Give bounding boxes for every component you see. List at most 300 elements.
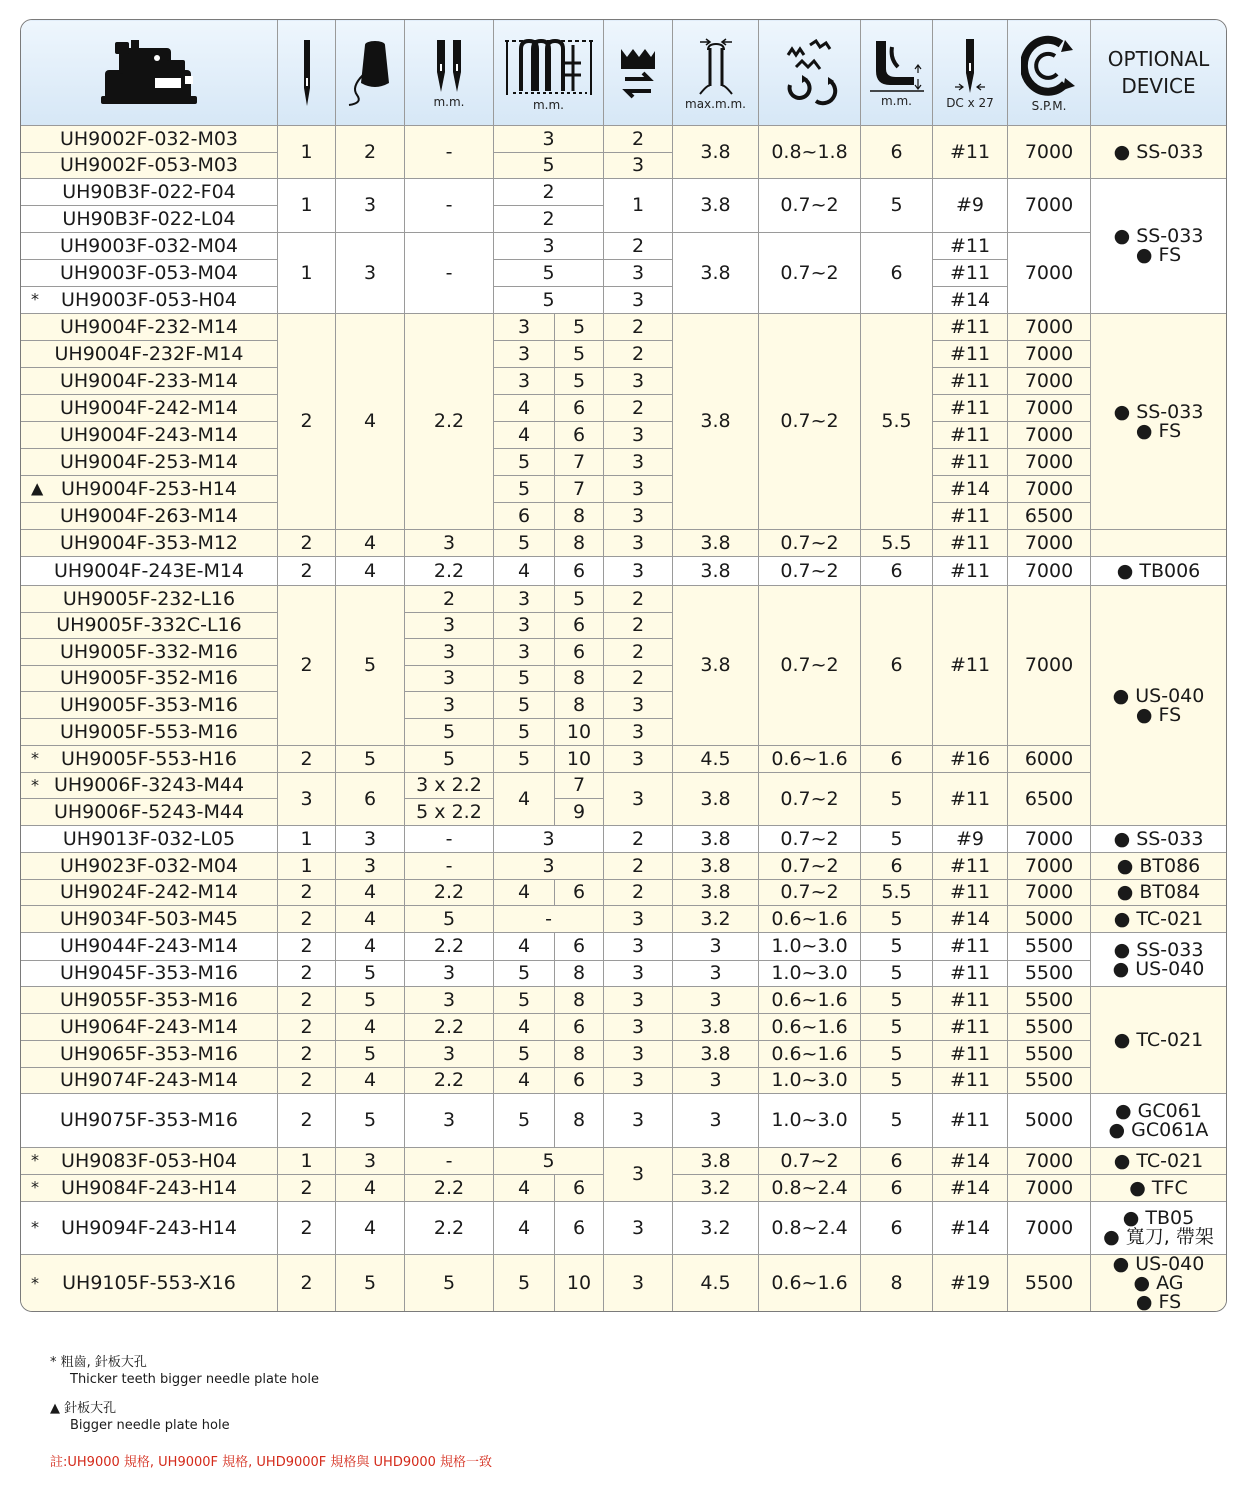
gauge-cell: 2.2 — [405, 1014, 494, 1041]
gauge-cell: - — [405, 233, 494, 314]
model-cell — [21, 799, 278, 826]
stitch-cell: 3.8 — [673, 1041, 759, 1068]
df-cell: 3 — [604, 692, 673, 719]
needle-cell: #11 — [933, 395, 1008, 422]
ratio-cell: 1.0~3.0 — [759, 961, 861, 987]
gauge-cell: 3 — [405, 692, 494, 719]
ow1-cell: 3 — [494, 586, 555, 613]
model-name: UH9005F-232-L16 — [62, 587, 236, 610]
needle-cell: #11 — [933, 853, 1008, 880]
overedge-width-header — [494, 20, 604, 126]
spec-table — [20, 19, 1227, 1312]
df-cell: 3 — [604, 476, 673, 503]
gauge-cell: 3 — [405, 987, 494, 1014]
df-cell: 2 — [604, 126, 673, 153]
optional-device-cell — [1091, 1175, 1227, 1202]
ow1-cell: 3 — [494, 233, 604, 260]
model-cell — [21, 206, 278, 233]
option-item — [1091, 140, 1226, 163]
bullet-icon: ● — [1113, 225, 1137, 247]
option-label: SS-033 — [1136, 225, 1204, 247]
model-cell — [21, 126, 278, 153]
ow1-cell: 5 — [494, 153, 604, 179]
spm-cell: 5000 — [1008, 1094, 1091, 1148]
model-name: UH9105F-553-X16 — [62, 1272, 236, 1294]
model-cell — [21, 287, 278, 314]
threads-cell: 3 — [336, 233, 405, 314]
model-name: UH9004F-253-H14 — [61, 477, 237, 500]
option-item — [1091, 1149, 1226, 1172]
option-label: BT086 — [1139, 854, 1201, 877]
ow2-cell: 6 — [555, 639, 604, 666]
ow1-cell: 5 — [494, 449, 555, 476]
table-row — [21, 586, 1227, 613]
lift-cell: 5 — [861, 906, 933, 933]
threads-cell: 4 — [336, 557, 405, 586]
gauge-cell: 3 — [405, 530, 494, 557]
model-name: UH90B3F-022-L04 — [62, 207, 236, 230]
lift-cell: 5 — [861, 179, 933, 233]
bullet-icon: ● — [1135, 703, 1159, 726]
stitch-cell: 3.8 — [673, 1148, 759, 1175]
table-row — [21, 476, 1227, 503]
optional-device-cell — [1091, 314, 1227, 530]
spm-cell: 7000 — [1008, 880, 1091, 906]
gauge-cell: 5 — [405, 746, 494, 773]
model-cell — [21, 503, 278, 530]
speed-rotation-icon — [1021, 34, 1077, 98]
optional-device-cell — [1091, 1148, 1227, 1175]
option-item — [1091, 703, 1226, 726]
model-name: UH9004F-353-M12 — [59, 531, 239, 554]
model-cell — [21, 933, 278, 961]
table-row — [21, 503, 1227, 530]
option-item — [1091, 1228, 1226, 1247]
option-label: TC-021 — [1136, 1028, 1204, 1051]
df-cell: 3 — [604, 422, 673, 449]
df-cell: 3 — [604, 449, 673, 476]
gauge-cell: 3 x 2.2 — [405, 773, 494, 799]
needle-cell: #14 — [933, 1175, 1008, 1202]
spm-cell: 6000 — [1008, 746, 1091, 773]
needles-cell: 2 — [278, 1094, 336, 1148]
lift-cell: 5.5 — [861, 530, 933, 557]
needle-cell: #11 — [933, 773, 1008, 826]
ow1-cell: 5 — [494, 746, 555, 773]
model-name: UH9003F-032-M04 — [59, 234, 239, 257]
table-row — [21, 179, 1227, 206]
df-cell: 2 — [604, 666, 673, 692]
option-label: AG — [1156, 1272, 1184, 1294]
spm-cell: 5000 — [1008, 906, 1091, 933]
ow2-cell: 6 — [555, 880, 604, 906]
needle-cell: #14 — [933, 1148, 1008, 1175]
df-cell: 3 — [604, 530, 673, 557]
lift-cell: 5 — [861, 987, 933, 1014]
stitch-cell: 3.8 — [673, 530, 759, 557]
model-name: UH9083F-053-H04 — [61, 1149, 237, 1172]
gauge-cell: 2.2 — [405, 557, 494, 586]
needles-cell: 2 — [278, 1068, 336, 1094]
option-item — [1091, 957, 1226, 980]
stitch-cell: 3 — [673, 1094, 759, 1148]
table-row — [21, 126, 1227, 153]
differential-feed-header — [604, 20, 673, 126]
model-name: UH9005F-353-M16 — [59, 693, 239, 716]
lift-cell: 5 — [861, 1041, 933, 1068]
differential-feed-icon — [619, 45, 657, 101]
model-cell — [21, 613, 278, 639]
needle-cell: #11 — [933, 368, 1008, 395]
spm-cell: 7000 — [1008, 179, 1091, 233]
ratio-cell: 0.7~2 — [759, 233, 861, 314]
ow1-cell: 5 — [494, 961, 555, 987]
ow2-cell: 8 — [555, 961, 604, 987]
note-zh-1: 粗齒, 針板大孔 — [60, 1355, 147, 1370]
lift-cell: 5 — [861, 826, 933, 853]
ow1-cell: 4 — [494, 1068, 555, 1094]
ow2-cell: 8 — [555, 503, 604, 530]
ow1-cell: 4 — [494, 395, 555, 422]
stitch-cell: 3.8 — [673, 826, 759, 853]
ratio-cell: 0.6~1.6 — [759, 906, 861, 933]
needles-cell: 2 — [278, 314, 336, 530]
bullet-icon: ● — [1113, 140, 1137, 163]
stitch-cell: 3.2 — [673, 906, 759, 933]
spm-cell: 5500 — [1008, 933, 1091, 961]
table-row — [21, 395, 1227, 422]
note-mark-asterisk: * — [50, 1355, 61, 1370]
model-cell — [21, 233, 278, 260]
ow1-cell: 5 — [494, 719, 555, 746]
needle-cell: #11 — [933, 1068, 1008, 1094]
stitch-cell: 3.8 — [673, 557, 759, 586]
model-name: UH9045F-353-M16 — [59, 962, 239, 984]
stitch-cell: 3.8 — [673, 314, 759, 530]
df-cell: 3 — [604, 961, 673, 987]
df-cell: 3 — [604, 906, 673, 933]
lift-cell: 6 — [861, 1202, 933, 1255]
needles-cell: 2 — [278, 557, 336, 586]
lift-cell: 5 — [861, 773, 933, 826]
df-cell: 3 — [604, 719, 673, 746]
ratio-cell: 1.0~3.0 — [759, 1068, 861, 1094]
needles-cell: 2 — [278, 906, 336, 933]
needle-icon — [300, 38, 314, 108]
df-cell: 3 — [604, 1014, 673, 1041]
optional-device-cell — [1091, 880, 1227, 906]
ow2-cell: 5 — [555, 314, 604, 341]
model-cell — [21, 314, 278, 341]
lift-cell: 6 — [861, 1175, 933, 1202]
spm-cell: 7000 — [1008, 530, 1091, 557]
ow2-cell: 10 — [555, 746, 604, 773]
ow1-cell: 4 — [494, 933, 555, 961]
empty-cell — [1091, 530, 1227, 557]
threads-cell: 3 — [336, 853, 405, 880]
bullet-icon: ● — [1112, 1253, 1136, 1275]
model-cell — [21, 906, 278, 933]
bullet-icon: ● — [1115, 1099, 1138, 1122]
needle-cell: #19 — [933, 1255, 1008, 1313]
df-cell: 3 — [604, 1255, 673, 1313]
spm-cell: 7000 — [1008, 368, 1091, 395]
needle-cell: #11 — [933, 314, 1008, 341]
table-row — [21, 422, 1227, 449]
ow1-cell: 5 — [494, 692, 555, 719]
thread-count-header — [336, 20, 405, 126]
table-row — [21, 233, 1227, 260]
bullet-icon: ● — [1133, 1272, 1157, 1294]
spm-cell: 5500 — [1008, 1041, 1091, 1068]
stitch-cell: 3.8 — [673, 1014, 759, 1041]
table-row — [21, 826, 1227, 853]
optional-device-title-2: DEVICE — [1121, 73, 1196, 98]
lift-cell: 8 — [861, 1255, 933, 1313]
model-mark: * — [31, 1273, 39, 1293]
ow2-cell: 6 — [555, 1068, 604, 1094]
needle-cell: #11 — [933, 449, 1008, 476]
option-label: FS — [1158, 419, 1182, 442]
lift-cell: 6 — [861, 853, 933, 880]
bullet-icon: ● — [1113, 827, 1137, 850]
threads-cell: 5 — [336, 961, 405, 987]
note-thicker-teeth — [50, 1355, 492, 1372]
threads-cell: 4 — [336, 1014, 405, 1041]
needle-cell: #9 — [933, 826, 1008, 853]
ow1-cell: 4 — [494, 1014, 555, 1041]
model-cell — [21, 1068, 278, 1094]
stitch-cell: 3 — [673, 987, 759, 1014]
ow2-cell: 8 — [555, 666, 604, 692]
needles-cell: 1 — [278, 126, 336, 179]
needle-system-header — [933, 20, 1008, 126]
needle-cell: #11 — [933, 341, 1008, 368]
presser-foot-icon — [870, 39, 924, 93]
threads-cell: 5 — [336, 987, 405, 1014]
optional-device-cell — [1091, 1255, 1227, 1313]
lift-cell: 6 — [861, 557, 933, 586]
ow2-cell: 6 — [555, 422, 604, 449]
optional-device-title-1: OPTIONAL — [1107, 46, 1210, 71]
option-label: SS-033 — [1136, 140, 1204, 163]
needle-count-header — [278, 20, 336, 126]
needle-cell: #11 — [933, 1041, 1008, 1068]
ow1-cell: 2 — [494, 206, 604, 233]
ow1-cell: 3 — [494, 368, 555, 395]
needles-cell: 2 — [278, 880, 336, 906]
df-cell: 3 — [604, 746, 673, 773]
table-row — [21, 1148, 1227, 1175]
spec-table-body — [21, 126, 1227, 1313]
ow2-cell: 8 — [555, 1094, 604, 1148]
ow1-cell: 5 — [494, 1255, 555, 1313]
model-cell — [21, 826, 278, 853]
option-label: US-040 — [1135, 1253, 1205, 1275]
bullet-icon: ● — [1112, 684, 1136, 707]
needles-cell: 2 — [278, 961, 336, 987]
model-mark: * — [31, 748, 39, 768]
needle-cell: #11 — [933, 961, 1008, 987]
spm-cell: 5500 — [1008, 987, 1091, 1014]
stitch-cell: 3.2 — [673, 1202, 759, 1255]
df-cell: 3 — [604, 1148, 673, 1202]
needles-cell: 2 — [278, 1255, 336, 1313]
model-cell — [21, 961, 278, 987]
model-cell — [21, 773, 278, 799]
differential-ratio-header — [759, 20, 861, 126]
table-row — [21, 341, 1227, 368]
bullet-icon: ● — [1116, 881, 1140, 903]
model-cell — [21, 179, 278, 206]
differential-ratio-icon — [782, 39, 838, 107]
ow2-cell: 6 — [555, 1175, 604, 1202]
df-cell: 2 — [604, 826, 673, 853]
spm-cell: 6500 — [1008, 773, 1091, 826]
lift-cell: 5.5 — [861, 314, 933, 530]
ratio-cell: 0.7~2 — [759, 179, 861, 233]
spm-cell: 7000 — [1008, 1148, 1091, 1175]
ow2-cell: 5 — [555, 341, 604, 368]
ow1-cell: 3 — [494, 853, 604, 880]
table-row — [21, 1255, 1227, 1313]
ratio-cell: 0.6~1.6 — [759, 1255, 861, 1313]
ow1-cell: 3 — [494, 826, 604, 853]
stitch-cell: 3 — [673, 1068, 759, 1094]
model-name: UH9004F-253-M14 — [59, 450, 239, 473]
model-cell — [21, 746, 278, 773]
footnotes — [50, 1355, 492, 1471]
ow2-cell: 8 — [555, 530, 604, 557]
stitch-cell: 3.8 — [673, 853, 759, 880]
model-name: UH9002F-032-M03 — [59, 127, 239, 150]
df-cell: 3 — [604, 287, 673, 314]
gauge-cell: 2.2 — [405, 1175, 494, 1202]
ratio-cell: 0.7~2 — [759, 853, 861, 880]
model-cell — [21, 880, 278, 906]
ow1-cell: 5 — [494, 666, 555, 692]
model-cell — [21, 1014, 278, 1041]
ow1-cell: 2 — [494, 179, 604, 206]
ow1-cell: 5 — [494, 1094, 555, 1148]
lift-cell: 6 — [861, 586, 933, 746]
df-cell: 2 — [604, 395, 673, 422]
table-row — [21, 880, 1227, 906]
needles-cell: 2 — [278, 1041, 336, 1068]
ow1-cell: - — [494, 906, 604, 933]
threads-cell: 4 — [336, 1202, 405, 1255]
overlock-machine-icon — [97, 38, 201, 108]
stitch-length-header — [673, 20, 759, 126]
ow1-cell: 5 — [494, 287, 604, 314]
model-name: UH9064F-243-M14 — [59, 1015, 239, 1038]
df-cell: 3 — [604, 773, 673, 826]
needle-cell: #11 — [933, 987, 1008, 1014]
needles-cell: 1 — [278, 1148, 336, 1175]
spm-cell: 7000 — [1008, 586, 1091, 746]
model-mark: * — [31, 1150, 39, 1170]
model-name: UH9004F-232-M14 — [59, 315, 239, 338]
needle-cell: #11 — [933, 126, 1008, 179]
spm-cell: 7000 — [1008, 395, 1091, 422]
table-row — [21, 933, 1227, 961]
bullet-icon: ● — [1135, 244, 1159, 266]
note-en-2: Bigger needle plate hole — [70, 1417, 230, 1433]
model-name: UH9004F-242-M14 — [59, 396, 239, 419]
note-en-1: Thicker teeth bigger needle plate hole — [70, 1371, 319, 1387]
threads-cell: 4 — [336, 933, 405, 961]
needle-cell: #11 — [933, 557, 1008, 586]
table-row — [21, 557, 1227, 586]
model-name: UH9055F-353-M16 — [59, 988, 239, 1011]
needle-cell: #11 — [933, 1094, 1008, 1148]
bullet-icon: ● — [1103, 1226, 1126, 1248]
gauge-cell: 5 — [405, 719, 494, 746]
header-row — [21, 20, 1227, 126]
table-row — [21, 1068, 1227, 1094]
ow2-cell: 6 — [555, 395, 604, 422]
ow2-cell: 6 — [555, 613, 604, 639]
model-cell — [21, 476, 278, 503]
lift-cell: 6 — [861, 126, 933, 179]
model-name: UH9094F-243-H14 — [61, 1216, 237, 1239]
option-label: FS — [1158, 1291, 1182, 1312]
df-cell: 3 — [604, 153, 673, 179]
option-label: SS-033 — [1136, 400, 1204, 423]
gauge-cell: 3 — [405, 961, 494, 987]
needle-cell: #9 — [933, 179, 1008, 233]
ow2-cell: 5 — [555, 586, 604, 613]
threads-cell: 4 — [336, 880, 405, 906]
threads-cell: 5 — [336, 746, 405, 773]
needle-cell: #14 — [933, 287, 1008, 314]
spm-cell: 7000 — [1008, 1202, 1091, 1255]
model-cell — [21, 692, 278, 719]
option-item — [1091, 827, 1226, 850]
df-cell: 3 — [604, 368, 673, 395]
lift-cell: 5 — [861, 961, 933, 987]
gauge-cell: 3 — [405, 1041, 494, 1068]
model-name: UH9013F-032-L05 — [62, 827, 236, 850]
ow1-cell: 5 — [494, 987, 555, 1014]
spm-cell: 7000 — [1008, 422, 1091, 449]
option-label: 寬刀, 帶架 — [1125, 1226, 1214, 1248]
model-cell — [21, 1175, 278, 1202]
option-label: TC-021 — [1136, 1149, 1204, 1172]
machine-header — [21, 20, 278, 126]
needle-cell: #11 — [933, 933, 1008, 961]
df-cell: 1 — [604, 179, 673, 233]
ow2-cell: 7 — [555, 449, 604, 476]
df-cell: 2 — [604, 341, 673, 368]
gauge-cell: 5 — [405, 906, 494, 933]
ow1-cell: 5 — [494, 260, 604, 287]
option-item — [1091, 883, 1226, 902]
spm-cell: 7000 — [1008, 476, 1091, 503]
option-item — [1091, 1028, 1226, 1051]
df-cell: 3 — [604, 557, 673, 586]
optional-device-cell — [1091, 933, 1227, 987]
lift-cell: 5 — [861, 1094, 933, 1148]
model-cell — [21, 153, 278, 179]
speed-header — [1008, 20, 1091, 126]
model-cell — [21, 1094, 278, 1148]
note-zh-2: 針板大孔 — [64, 1400, 117, 1416]
table-row — [21, 746, 1227, 773]
ow2-cell: 6 — [555, 933, 604, 961]
spm-cell: 5500 — [1008, 1014, 1091, 1041]
model-cell — [21, 341, 278, 368]
